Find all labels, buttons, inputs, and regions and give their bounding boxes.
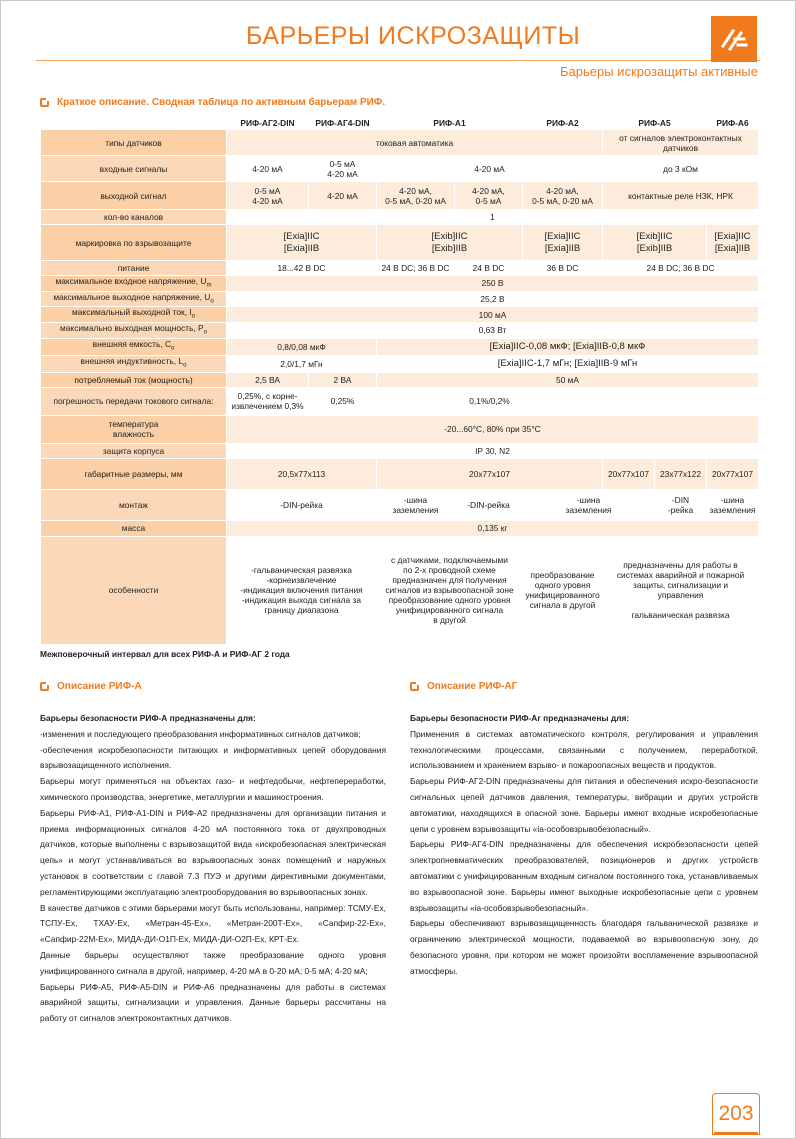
- cell: [Exib]IIC [Exib]IIB: [377, 225, 523, 261]
- cell: 20,5x77x113: [227, 458, 377, 489]
- cell: -DIN-рейка: [455, 489, 523, 520]
- cell: 18...42 В DC: [227, 261, 377, 276]
- table-row: [41, 443, 759, 458]
- row-label: типы датчиков: [41, 130, 227, 156]
- cell: 250 В: [227, 276, 759, 292]
- cell: 23x77x122: [655, 458, 707, 489]
- page-number: 203: [712, 1093, 760, 1135]
- paragraph: Барьеры безопасности РИФ-Аг предназначены для:: [410, 713, 630, 723]
- cell: [Exia]IIC [Exia]IIB: [227, 225, 377, 261]
- paragraph: Барьеры обеспечивают взрывозащищенность благодаря гальванической развязке и ограничению электрической мощности, подаваемой во взрывоопасную зону, до безопасного уровня, при котором не может произойти воспламенение взрывоопасной атмосферы.: [410, 918, 758, 976]
- paragraph: Барьеры могут применяться на объектах газо- и нефтедобычи, нефтепереработки, химического производства, энергетике, металлургии и машиностроения.: [40, 776, 386, 802]
- cell: токовая автоматика: [227, 130, 603, 156]
- cell: [Exia]IIC [Exia]IIB: [523, 225, 603, 261]
- table-row: [41, 520, 759, 536]
- cell: 100 мА: [227, 307, 759, 323]
- cell: 36 В DC: [523, 261, 603, 276]
- cell: 4-20 мА, 0-5 мА, 0-20 мА: [523, 182, 603, 210]
- cell: -шина заземления: [523, 489, 655, 520]
- table-heading-text: Краткое описание. Сводная таблица по активным барьерам РИФ.: [57, 97, 386, 108]
- cell: 1: [227, 210, 759, 225]
- cell: 4-20 мА: [377, 156, 603, 182]
- col-header: РИФ-А1: [377, 116, 523, 130]
- cell: 0,1%/0,2%: [377, 387, 603, 415]
- paragraph: В качестве датчиков с этими барьерами могут быть использованы, например: ТСМУ-Ех, ТСПУ-Ех, ТХАУ-Ех, «Метран-45-Ех», «Метран-200Т-Ех», «Сапфир-22-Ех», «Сапфир-22М-Ех», МИДА-ДИ-О1П-Ех, МИДА-ДИ-О2П-Ех, КРТ-Ех.: [40, 902, 386, 945]
- row-label: монтаж: [41, 489, 227, 520]
- cell: -DIN-рейка: [227, 489, 377, 520]
- row-label: потребляемый ток (мощность): [41, 372, 227, 387]
- cell: 4-20 мА, 0-5 мА: [455, 182, 523, 210]
- table-row: [41, 372, 759, 387]
- row-label: погрешность передачи токового сигнала:: [41, 387, 227, 415]
- cell: 24 В DC: [455, 261, 523, 276]
- section-bullet-icon: [410, 682, 419, 691]
- row-label: максимально выходная мощность, $P_o$: [41, 323, 227, 339]
- section-bullet-icon: [40, 682, 49, 691]
- cell: контактные реле НЗК, НРК: [603, 182, 759, 210]
- rif-a-description: [40, 711, 386, 1027]
- row-label: кол-во каналов: [41, 210, 227, 225]
- table-row: [41, 323, 759, 339]
- cell: 50 мА: [377, 372, 759, 387]
- row-label: масса: [41, 520, 227, 536]
- paragraph: Барьеры РИФ-АГ4-DIN предназначены для обеспечения искробезопасности цепей электропневматических преобразователей, позиционеров и других устройств автоматики с унифицированным входным сигналом постоянного тока, устанавливаемых во взрывоопасной зоне. Барьеры имеют выходные искробезопасные цепи с уровнем взрывозащиты «ia-особовзрывобезопасный».: [410, 839, 758, 913]
- section-heading-rif-ag: Описание РИФ-АГ: [410, 681, 517, 692]
- page-title: БАРЬЕРЫ ИСКРОЗАЩИТЫ: [246, 22, 581, 50]
- table-heading: [40, 97, 385, 108]
- paragraph: Барьеры РИФ-А1, РИФ-А1-DIN и РИФ-А2 предназначены для организации питания и приема информационных сигналов 4-20 мА постоянного тока от двухпроводных датчиков, которые выполнены с взрывозащитой вида «искробезопасная электрическая цепь» и могут устанавливаться во взрывоопасных зонах помещений и наружных установок в соответствии с главой 7.3 ПУЭ и другими директивными документами, регламентирующими эксплуатацию электрооборудования во взрывоопасных зонах.: [40, 807, 386, 897]
- cell: 4-20 мА, 0-5 мА, 0-20 мА: [377, 182, 455, 210]
- verification-note: Межповерочный интервал для всех РИФ-А и РИФ-АГ 2 года: [40, 649, 290, 659]
- cell: [Exia]IIC-0,08 мкФ; [Exia]IIB-0,8 мкФ: [377, 338, 759, 355]
- cell: -DIN -рейка: [655, 489, 707, 520]
- paragraph: Данные барьеры осуществляют также преобразование одного уровня унифицированного сигнала в другой, например, 4-20 мА в 0-20 мА; 0-5 мА; 4-20 мА;: [40, 949, 386, 976]
- table-row: [41, 536, 759, 644]
- table-row: [41, 210, 759, 225]
- cell: 2 ВА: [309, 372, 377, 387]
- cell: от сигналов электроконтактных датчиков: [603, 130, 759, 156]
- table-row: [41, 261, 759, 276]
- cell: предназначены для работы в системах аварийной и пожарной защиты, сигнализации и управления гальваническая развязка: [603, 536, 759, 644]
- table-row: [41, 489, 759, 520]
- cell: -гальваническая развязка -корнеизвлечение -индикация включения питания -индикация выхода сигнала за границу диапазона: [227, 536, 377, 644]
- summary-table: [40, 115, 759, 645]
- row-label: габаритные размеры, мм: [41, 458, 227, 489]
- table-row: [41, 225, 759, 261]
- header-rule: [36, 60, 760, 61]
- table-row: [41, 156, 759, 182]
- paragraph: -изменения и последующего преобразования информативных сигналов датчиков;: [40, 728, 361, 739]
- row-label: маркировка по взрывозащите: [41, 225, 227, 261]
- cell: преобразование одного уровня унифицированного сигнала в другой: [523, 536, 603, 644]
- cell: 24 В DC; 36 В DC: [377, 261, 455, 276]
- table-row: [41, 130, 759, 156]
- cell: IP 30, N2: [227, 443, 759, 458]
- row-label: максимальное выходное напряжение, $U_o$: [41, 291, 227, 307]
- paragraph: Барьеры РИФ-АГ2-DIN предназначены для питания и обеспечения искро-безопасности сигнальных цепей датчиков давления, температуры, вибрации и других устройств автоматики, находящихся в опасной зоне. Барьеры имеют входные искробезопасные цепи с уровнем взрывозащиты «ia-особовзрывобезопасный».: [410, 776, 758, 834]
- cell: -шина заземления: [377, 489, 455, 520]
- rif-ag-description: [410, 711, 758, 980]
- cell: -шина заземления: [707, 489, 759, 520]
- col-header: РИФ-АГ2-DIN: [227, 116, 309, 130]
- cell: [Exib]IIC [Exib]IIB: [603, 225, 707, 261]
- paragraph: Барьеры безопасности РИФ-А предназначены для:: [40, 713, 256, 723]
- cell: 24 В DC; 36 В DC: [603, 261, 759, 276]
- col-header: РИФ-А6: [707, 116, 759, 130]
- cell: 20x77x107: [603, 458, 655, 489]
- cell: [Exia]IIC-1,7 мГн; [Exia]IIB-9 мГн: [377, 355, 759, 372]
- cell: 2,5 ВА: [227, 372, 309, 387]
- row-label: максимальное входное напряжение, $U_m$: [41, 276, 227, 292]
- paragraph: Барьеры РИФ-А5, РИФ-А5-DIN и РИФ-А6 предназначены для работы в системах аварийной защиты, сигнализации и управления. Данные барьеры рассчитаны на работу от сигналов электроконтактных датчиков.: [40, 981, 386, 1024]
- paragraph: -обеспечения искробезопасности питающих и информативных цепей оборудования взрывозащищенного исполнения.: [40, 744, 386, 771]
- row-label: защита корпуса: [41, 443, 227, 458]
- row-label: входные сигналы: [41, 156, 227, 182]
- row-label: максимальный выходной ток, $I_o$: [41, 307, 227, 323]
- col-header: РИФ-А2: [523, 116, 603, 130]
- table-row: [41, 291, 759, 307]
- brand-logo-icon: [711, 16, 757, 62]
- page-subtitle: Барьеры искрозащиты активные: [560, 64, 758, 79]
- cell: 20x77x107: [377, 458, 603, 489]
- cell: 25,2 В: [227, 291, 759, 307]
- row-label: особенности: [41, 536, 227, 644]
- table-row: [41, 182, 759, 210]
- row-label: питание: [41, 261, 227, 276]
- cell: 0,25%: [309, 387, 377, 415]
- cell: [Exia]IIC [Exia]IIB: [707, 225, 759, 261]
- cell: с датчиками, подключаемыми по 2-х проводной схеме предназначен для получения сигналов из взрывоопасной зоне преобразование одного уровня унифицированного сигнала в другой: [377, 536, 523, 644]
- cell: [603, 387, 759, 415]
- cell: -20...60°С, 80% при 35°С: [227, 415, 759, 443]
- col-header: РИФ-А5: [603, 116, 707, 130]
- table-row: [41, 355, 759, 372]
- section-bullet-icon: [40, 98, 49, 107]
- table-header-row: [41, 116, 759, 130]
- cell: 0-5 мА 4-20 мА: [309, 156, 377, 182]
- section-heading-rif-a: Описание РИФ-А: [40, 681, 142, 692]
- row-label: выходной сигнал: [41, 182, 227, 210]
- cell: 0,8/0,08 мкФ: [227, 338, 377, 355]
- cell: 0,25%, с корне- извлечением 0,3%: [227, 387, 309, 415]
- page-number-bar: [714, 1132, 758, 1135]
- cell: 2,0/1,7 мГн: [227, 355, 377, 372]
- cell: 20x77x107: [707, 458, 759, 489]
- paragraph: Применения в системах автоматического контроля, регулирования и управления технологическими процессами, связанными с получением, переработкой, использованием и хранением взрыво- и пожароопасных веществ и продуктов.: [410, 728, 758, 771]
- table-row: [41, 276, 759, 292]
- row-label: температура влажность: [41, 415, 227, 443]
- table-row: [41, 415, 759, 443]
- table-row: [41, 387, 759, 415]
- row-label: внешняя индуктивность, $L_o$: [41, 355, 227, 372]
- cell: 4-20 мА: [309, 182, 377, 210]
- cell: 0,135 кг: [227, 520, 759, 536]
- cell: до 3 кОм: [603, 156, 759, 182]
- table-row: [41, 307, 759, 323]
- table-row: [41, 458, 759, 489]
- cell: 4-20 мА: [227, 156, 309, 182]
- cell: 0,63 Вт: [227, 323, 759, 339]
- col-header: РИФ-АГ4-DIN: [309, 116, 377, 130]
- row-label: внешняя емкость, $C_o$: [41, 338, 227, 355]
- table-row: [41, 338, 759, 355]
- cell: 0-5 мА 4-20 мА: [227, 182, 309, 210]
